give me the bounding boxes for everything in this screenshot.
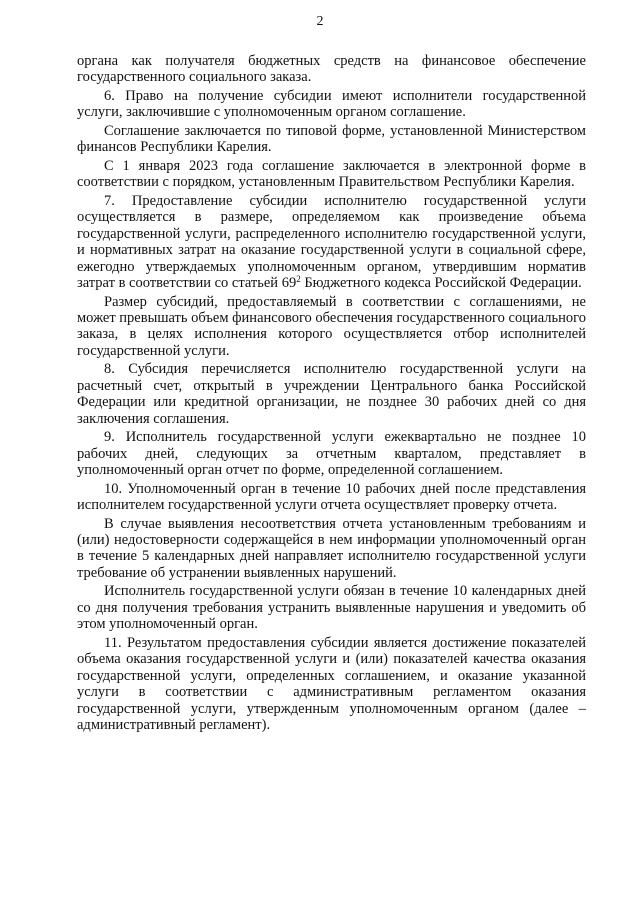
paragraph: Размер субсидий, предоставляемый в соответствии с соглашениями, не может превышать объем финансового обеспечения государственного социального заказа, в целях исполнения которого осуществляется отбор исполнителей государственной услуги. — [77, 293, 586, 359]
document-body — [77, 53, 586, 736]
paragraph: Соглашение заключается по типовой форме, установленной Министерством финансов Республики Карелия. — [77, 123, 586, 156]
paragraph: 10. Уполномоченный орган в течение 10 рабочих дней после представления исполнителем государственной услуги отчета осуществляет проверку отчета. — [77, 480, 586, 514]
paragraph: 11. Результатом предоставления субсидии является достижение показателей объема оказания государственной услуги и (или) показателей качества оказания государственной услуги, определенных соглашением, и оказание указанной услуги в соответствии с административным регламентом оказания государственной услуги, утвержденным уполномоченным органом (далее – административный регламент). — [77, 634, 586, 733]
paragraph-text-continued: Бюджетного кодекса Российской Федерации. — [300, 275, 582, 292]
paragraph-text: 7. Предоставление субсидии исполнителю государственной услуги осуществляется в размере, определяемом как произведение объема государственной услуги, распределенного исполнителю государственной услуги, и нормативных затрат на оказание государственной услуги в социальной сфере, ежегодно утверждаемых уполномоченным органом, утвердившим норматив затрат в соответствии со статьей 69 — [77, 193, 586, 292]
paragraph: органа как получателя бюджетных средств на финансовое обеспечение государственного социального заказа. — [77, 53, 586, 86]
paragraph: Исполнитель государственной услуги обязан в течение 10 календарных дней со дня получения требования устранить выявленные нарушения и уведомить об этом уполномоченный орган. — [77, 583, 586, 633]
superscript: 2 — [296, 274, 301, 285]
page-number: 2 — [316, 14, 324, 29]
paragraph: В случае выявления несоответствия отчета установленным требованиям и (или) недостоверности содержащейся в нем информации уполномоченный орган в течение 5 календарных дней направляет исполнителю государственной услуги требование об устранении выявленных нарушений. — [77, 515, 586, 581]
paragraph: 8. Субсидия перечисляется исполнителю государственной услуги на расчетный счет, открытый в учреждении Центрального банка Российской Федерации или кредитной организации, не позднее 30 рабочих дней со дня заключения соглашения. — [77, 361, 586, 427]
paragraph — [77, 193, 586, 291]
paragraph: 9. Исполнитель государственной услуги ежеквартально не позднее 10 рабочих дней, следующих за отчетным кварталом, представляет в уполномоченный орган отчет по форме, определенной соглашением. — [77, 429, 586, 479]
paragraph: С 1 января 2023 года соглашение заключается в электронной форме в соответствии с порядком, установленным Правительством Республики Карелия. — [77, 158, 586, 191]
paragraph: 6. Право на получение субсидии имеют исполнители государственной услуги, заключившие с уполномоченным органом соглашение. — [77, 88, 586, 121]
